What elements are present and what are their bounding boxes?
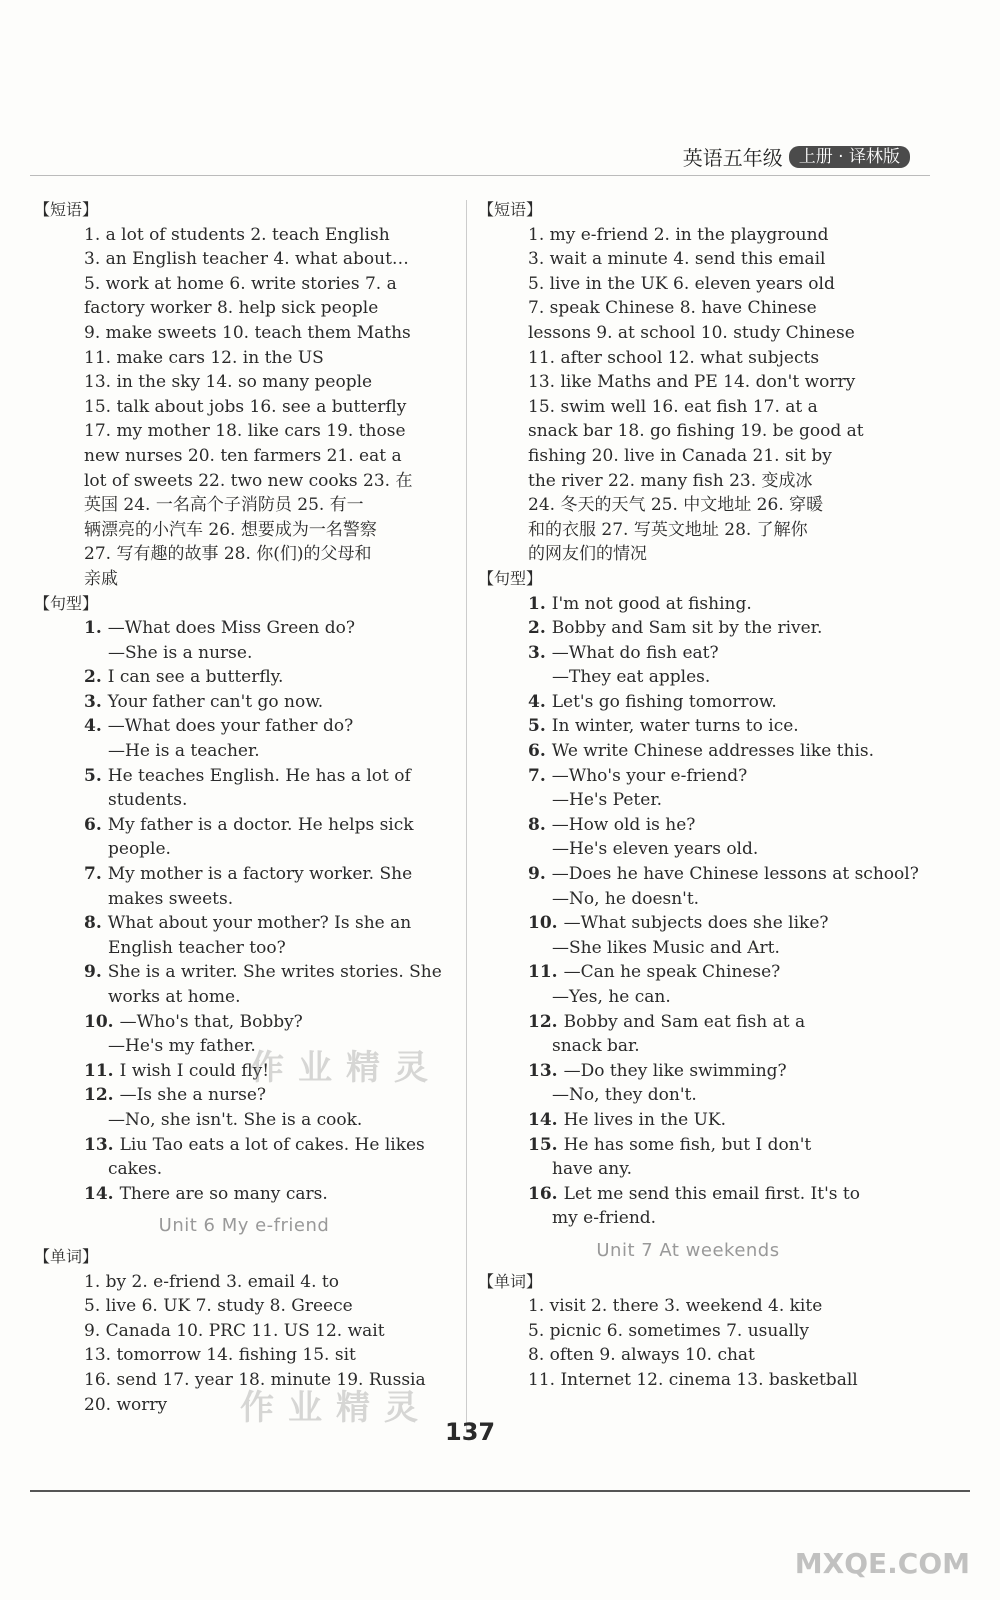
sentence-text: —What does your father do?	[107, 716, 354, 737]
sentence-number: 1.	[528, 593, 546, 614]
sentence-text: —How old is he?	[551, 814, 696, 835]
sentence-number: 6.	[528, 741, 546, 762]
phrase-line: 的网友们的情况	[528, 544, 647, 565]
word-line: 1. by 2. e-friend 3. email 4. to	[84, 1271, 339, 1292]
phrase-line: snack bar 18. go fishing 19. be good at	[528, 421, 864, 442]
sentence-text: I wish I could fly!	[119, 1060, 270, 1081]
sentence-line	[34, 936, 454, 961]
phrase-line: 3. an English teacher 4. what about…	[84, 249, 409, 270]
book-header	[683, 142, 910, 171]
sentence-number: 5.	[84, 765, 102, 786]
sentence-number: 2.	[528, 618, 546, 639]
sentence-text: He has some fish, but I don't	[563, 1134, 812, 1155]
sentence-number: 9.	[84, 962, 102, 983]
sentence-line	[478, 1083, 898, 1108]
section-heading-words: 【单词】	[34, 1246, 99, 1266]
phrase-line: 11. make cars 12. in the US	[84, 347, 324, 368]
book-title: 英语五年级	[682, 146, 783, 170]
sentence-line	[34, 739, 454, 764]
word-line: 5. live 6. UK 7. study 8. Greece	[84, 1296, 353, 1317]
sentence-text: people.	[108, 839, 171, 860]
sentence-text: I'm not good at fishing.	[551, 593, 752, 614]
sentence-line	[34, 764, 454, 789]
phrase-line: 7. speak Chinese 8. have Chinese	[528, 298, 817, 319]
sentence-line	[34, 1182, 454, 1207]
section-heading-sentences: 【句型】	[478, 568, 543, 588]
sentence-line	[478, 665, 898, 690]
sentence-text: —Is she a nurse?	[119, 1085, 267, 1106]
sentence-line	[478, 837, 898, 862]
phrase-line: 17. my mother 18. like cars 19. those	[84, 421, 406, 442]
sentence-text: In winter, water turns to ice.	[551, 716, 799, 737]
page-number: 137	[445, 1418, 496, 1446]
phrases-list	[34, 223, 454, 592]
phrase-line: new nurses 20. ten farmers 21. eat a	[84, 445, 402, 466]
phrase-line: lot of sweets 22. two new cooks 23. 在	[84, 470, 413, 491]
phrase-line: 15. talk about jobs 16. see a butterfly	[84, 396, 407, 417]
sentence-number: 6.	[84, 814, 102, 835]
phrase-line: 和的衣服 27. 写英文地址 28. 了解你	[528, 519, 808, 540]
watermark-text: 作业精灵	[250, 1048, 442, 1088]
sentence-line	[478, 592, 898, 617]
sentence-text: —What does Miss Green do?	[107, 618, 355, 639]
sentence-line	[34, 665, 454, 690]
word-line: 20. worry	[84, 1394, 168, 1415]
sentence-text: works at home.	[108, 987, 241, 1007]
phrase-line: 1. a lot of students 2. teach English	[84, 224, 390, 245]
sentence-text: —What subjects does she like?	[563, 913, 829, 934]
sentence-line	[478, 1059, 898, 1084]
phrase-line: 13. like Maths and PE 14. don't worry	[528, 372, 856, 393]
sentence-text: —She likes Music and Art.	[552, 937, 780, 958]
word-line: 1. visit 2. there 3. weekend 4. kite	[528, 1296, 823, 1317]
left-column	[34, 198, 454, 1417]
sentence-number: 2.	[84, 667, 102, 688]
sentence-text: —Yes, he can.	[552, 987, 671, 1007]
sentence-text: —No, he doesn't.	[552, 888, 700, 909]
sentence-text: —Who's that, Bobby?	[119, 1011, 303, 1032]
sentence-text: I can see a butterfly.	[107, 667, 284, 688]
sentence-number: 15.	[528, 1134, 558, 1155]
sentence-number: 14.	[528, 1109, 558, 1130]
sentence-line	[34, 616, 454, 641]
sentence-text: —He's eleven years old.	[552, 839, 759, 860]
phrase-line: lessons 9. at school 10. study Chinese	[528, 322, 855, 343]
sentence-number: 14.	[84, 1183, 114, 1204]
sentence-text: My father is a doctor. He helps sick	[107, 814, 414, 835]
phrase-line: 24. 冬天的天气 25. 中文地址 26. 穿暖	[528, 495, 824, 516]
edition-badge: 上册 · 译林版	[789, 146, 910, 168]
sentence-text: He lives in the UK.	[563, 1109, 726, 1130]
sentence-line	[34, 690, 454, 715]
sentence-text: Liu Tao eats a lot of cakes. He likes	[119, 1134, 425, 1155]
sentence-number: 10.	[528, 913, 558, 934]
phrase-line: 辆漂亮的小汽车 26. 想要成为一名警察	[84, 519, 377, 540]
word-line: 8. often 9. always 10. chat	[528, 1345, 755, 1366]
sentence-text: —He's my father.	[108, 1036, 256, 1057]
phrase-line: 13. in the sky 14. so many people	[84, 372, 373, 393]
sentence-line	[478, 1034, 898, 1059]
sentence-text: He teaches English. He has a lot of	[107, 765, 411, 786]
sentence-line	[478, 813, 898, 838]
sentence-line	[478, 911, 898, 936]
phrase-line: factory worker 8. help sick people	[84, 298, 379, 319]
sentence-line	[34, 714, 454, 739]
word-line: 11. Internet 12. cinema 13. basketball	[528, 1369, 858, 1390]
phrase-line: 英国 24. 一名高个子消防员 25. 有一	[84, 495, 364, 516]
sentence-text: —What do fish eat?	[551, 642, 719, 663]
sentence-text: —No, they don't.	[552, 1085, 697, 1106]
phrase-line: 15. swim well 16. eat fish 17. at a	[528, 396, 818, 417]
sentence-line	[34, 911, 454, 936]
sentence-line	[34, 837, 454, 862]
sentence-text: —Who's your e-friend?	[551, 765, 748, 786]
sentence-text: cakes.	[108, 1159, 163, 1180]
sentence-line	[34, 960, 454, 985]
sentences-list	[478, 592, 919, 1231]
sentence-line	[34, 1108, 454, 1133]
footer-rule	[30, 1490, 970, 1492]
sentence-text: —Does he have Chinese lessons at school?	[551, 864, 919, 885]
words-list	[478, 1294, 898, 1392]
sentence-number: 13.	[528, 1060, 558, 1081]
sentence-text: English teacher too?	[108, 937, 286, 958]
sentence-text: —She is a nurse.	[108, 642, 253, 663]
sentences-list	[34, 616, 454, 1206]
unit-title: Unit 6 My e-friend	[158, 1215, 330, 1237]
sentence-number: 11.	[528, 962, 558, 983]
sentence-number: 12.	[528, 1011, 558, 1032]
watermark-text: 作业精灵	[240, 1388, 432, 1428]
sentence-line	[34, 788, 454, 813]
sentence-line	[478, 1108, 898, 1133]
sentence-number: 4.	[84, 716, 102, 737]
sentence-text: What about your mother? Is she an	[107, 913, 412, 934]
word-line: 9. Canada 10. PRC 11. US 12. wait	[84, 1320, 385, 1341]
sentence-line	[478, 985, 898, 1010]
sentence-number: 13.	[84, 1134, 114, 1155]
sentence-line	[34, 1157, 454, 1182]
sentence-number: 16.	[528, 1183, 558, 1204]
word-line: 13. tomorrow 14. fishing 15. sit	[84, 1345, 356, 1366]
phrase-line: 3. wait a minute 4. send this email	[528, 249, 826, 270]
sentence-text: my e-friend.	[552, 1208, 657, 1229]
sentence-text: We write Chinese addresses like this.	[551, 741, 875, 762]
section-heading-phrases: 【短语】	[478, 200, 543, 219]
word-line: 5. picnic 6. sometimes 7. usually	[528, 1320, 809, 1341]
sentence-text: —No, she isn't. She is a cook.	[108, 1109, 363, 1130]
sentence-text: Bobby and Sam sit by the river.	[551, 618, 823, 639]
sentence-line	[478, 960, 898, 985]
sentence-text: —He's Peter.	[552, 790, 662, 811]
sentence-text: —They eat apples.	[552, 667, 711, 688]
sentence-line	[478, 739, 898, 764]
sentence-text: —He is a teacher.	[108, 741, 260, 762]
column-divider	[466, 200, 467, 1430]
header-rule	[30, 175, 930, 176]
section-heading-words: 【单词】	[478, 1271, 543, 1291]
sentence-number: 12.	[84, 1085, 114, 1106]
sentence-number: 7.	[528, 765, 546, 786]
phrases-list	[478, 223, 898, 567]
sentence-number: 1.	[84, 618, 102, 639]
sentence-line	[34, 862, 454, 887]
sentence-text: There are so many cars.	[119, 1183, 328, 1204]
sentence-line	[478, 616, 898, 641]
sentence-line	[478, 1010, 898, 1035]
sentence-line	[478, 641, 898, 666]
watermark-site: MXQE.COM	[794, 1547, 970, 1580]
phrase-line: fishing 20. live in Canada 21. sit by	[528, 445, 832, 466]
phrase-line: 11. after school 12. what subjects	[528, 347, 820, 368]
sentence-text: have any.	[552, 1159, 632, 1180]
unit-title: Unit 7 At weekends	[596, 1239, 780, 1261]
sentence-number: 3.	[84, 691, 102, 712]
section-heading-phrases: 【短语】	[34, 200, 99, 219]
sentence-line	[478, 1182, 898, 1207]
sentence-number: 5.	[528, 716, 546, 737]
sentence-text: Your father can't go now.	[107, 691, 324, 712]
right-column	[478, 198, 919, 1393]
phrase-line: the river 22. many fish 23. 变成冰	[528, 470, 813, 491]
sentence-line	[34, 1010, 454, 1035]
sentence-text: Bobby and Sam eat fish at a	[563, 1011, 806, 1032]
sentence-text: —Can he speak Chinese?	[563, 962, 781, 983]
phrase-line: 5. work at home 6. write stories 7. a	[84, 273, 397, 294]
sentence-text: Let me send this email first. It's to	[563, 1183, 860, 1204]
section-heading-sentences: 【句型】	[34, 593, 99, 613]
sentence-line	[34, 887, 454, 912]
sentence-text: —Do they like swimming?	[563, 1060, 787, 1081]
sentence-line	[478, 1133, 898, 1158]
sentence-text: She is a writer. She writes stories. She	[107, 962, 442, 983]
sentence-line	[478, 936, 898, 961]
word-line: 16. send 17. year 18. minute 19. Russia	[84, 1369, 426, 1390]
sentence-line	[478, 788, 898, 813]
phrase-line: 1. my e-friend 2. in the playground	[528, 224, 829, 245]
sentence-number: 7.	[84, 864, 102, 885]
sentence-line	[478, 714, 898, 739]
sentence-line	[34, 985, 454, 1010]
sentence-text: snack bar.	[552, 1036, 640, 1057]
sentence-number: 3.	[528, 642, 546, 663]
phrase-line: 5. live in the UK 6. eleven years old	[528, 273, 835, 294]
sentence-line	[478, 1206, 898, 1231]
sentence-number: 10.	[84, 1011, 114, 1032]
sentence-text: My mother is a factory worker. She	[107, 864, 413, 885]
sentence-line	[34, 641, 454, 666]
phrase-line: 9. make sweets 10. teach them Maths	[84, 322, 411, 343]
sentence-line	[34, 1133, 454, 1158]
sentence-number: 8.	[84, 913, 102, 934]
sentence-text: Let's go fishing tomorrow.	[551, 691, 777, 712]
sentence-line	[478, 887, 898, 912]
sentence-text: makes sweets.	[108, 888, 234, 909]
sentence-number: 9.	[528, 864, 546, 885]
sentence-number: 8.	[528, 814, 546, 835]
sentence-line	[478, 764, 898, 789]
phrase-line: 亲戚	[84, 568, 118, 589]
phrase-line: 27. 写有趣的故事 28. 你(们)的父母和	[84, 544, 372, 565]
sentence-number: 11.	[84, 1060, 114, 1081]
sentence-number: 4.	[528, 691, 546, 712]
sentence-text: students.	[108, 790, 188, 811]
sentence-line	[478, 1157, 898, 1182]
sentence-line	[478, 862, 919, 887]
sentence-line	[34, 813, 454, 838]
sentence-line	[478, 690, 898, 715]
